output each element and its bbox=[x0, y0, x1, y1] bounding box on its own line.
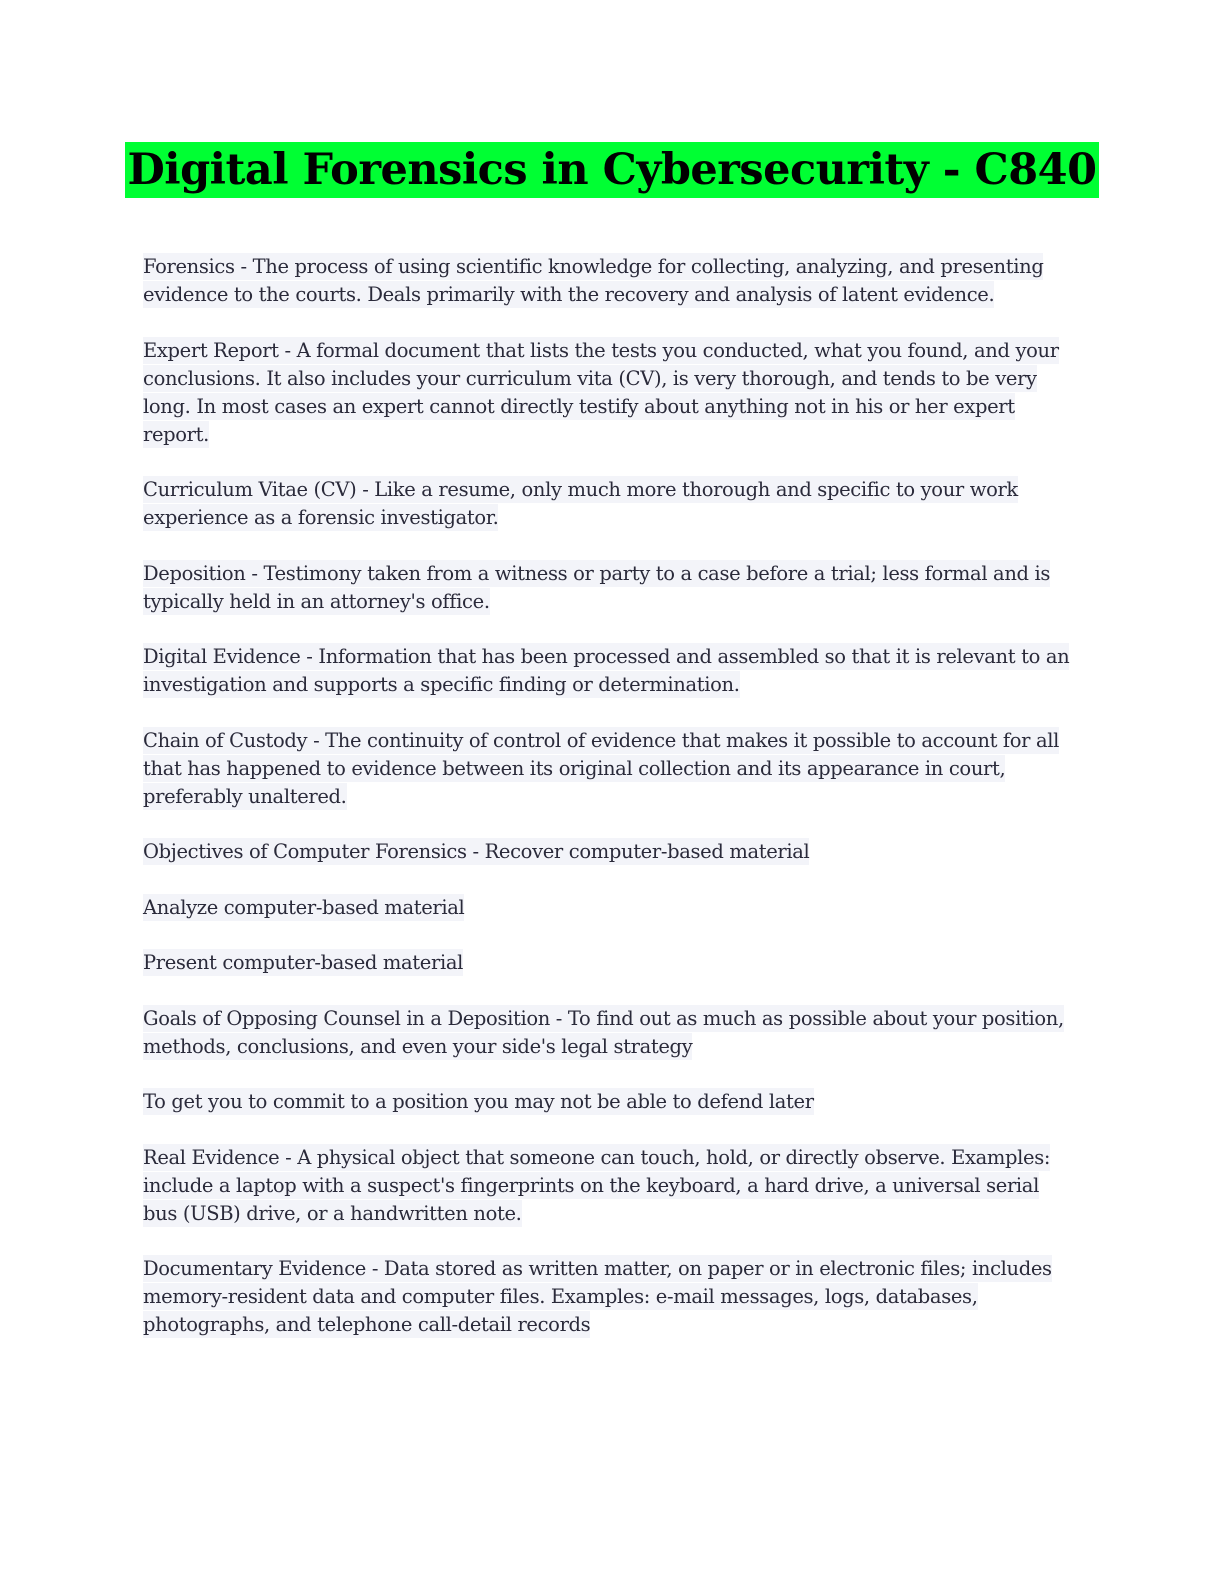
entry-documentary-evidence bbox=[143, 1255, 1073, 1339]
flashcard-list bbox=[143, 253, 1073, 1367]
document-title: Digital Forensics in Cybersecurity - C840 bbox=[125, 142, 1098, 198]
entry-forensics bbox=[143, 253, 1073, 309]
entry-analyze bbox=[143, 894, 1073, 922]
entry-text: Analyze computer-based material bbox=[143, 895, 465, 919]
entry-real-evidence bbox=[143, 1144, 1073, 1228]
entry-present bbox=[143, 949, 1073, 977]
entry-text: Objectives of Computer Forensics - Recover computer-based material bbox=[143, 840, 810, 863]
entry-text: Curriculum Vitae (CV) - Like a resume, only much more thorough and specific to your work experience as a forensic investigator. bbox=[143, 478, 1018, 529]
entry-text: Expert Report - A formal document that lists the tests you conducted, what you found, and your conclusions. It also includes your curriculum vita (CV), is very thorough, and tends to be very long. In most cases an expert cannot directly testify about anything not in his or her expert report. bbox=[143, 338, 1059, 446]
entry-goals-opposing-counsel bbox=[143, 1005, 1073, 1061]
entry-curriculum-vitae bbox=[143, 476, 1073, 532]
entry-deposition bbox=[143, 560, 1073, 616]
entry-commit-position bbox=[143, 1088, 1073, 1116]
entry-text: Present computer-based material bbox=[143, 951, 464, 974]
entry-text: Goals of Opposing Counsel in a Deposition - To find out as much as possible about your position, methods, conclusions, and even your side's legal strategy bbox=[143, 1006, 1064, 1058]
entry-expert-report bbox=[143, 337, 1073, 449]
entry-text: Documentary Evidence - Data stored as written matter, on paper or in electronic files; includes memory-resident data and computer files. Examples: e-mail messages, logs, databases, photographs, and telephone call-detail records bbox=[143, 1257, 1052, 1336]
entry-text: Real Evidence - A physical object that someone can touch, hold, or directly observe. Examples: include a laptop with a suspect's fingerprints on the keyboard, a hard drive, a universal serial bus (USB) drive, or a handwritten note. bbox=[143, 1145, 1051, 1225]
entry-chain-of-custody bbox=[143, 727, 1073, 811]
title-container bbox=[0, 142, 1224, 198]
entry-text: Digital Evidence - Information that has been processed and assembled so that it is relevant to an investigation and supports a specific finding or determination. bbox=[143, 645, 1070, 696]
entry-text: To get you to commit to a position you may not be able to defend later bbox=[143, 1090, 814, 1113]
entry-text: Deposition - Testimony taken from a witness or party to a case before a trial; less formal and is typically held in an attorney's office. bbox=[143, 561, 1051, 613]
entry-digital-evidence bbox=[143, 643, 1073, 699]
entry-text: Chain of Custody - The continuity of control of evidence that makes it possible to account for all that has happened to evidence between its original collection and its appearance in court, preferably unaltered. bbox=[143, 728, 1060, 808]
entry-objectives bbox=[143, 838, 1073, 866]
entry-text: Forensics - The process of using scientific knowledge for collecting, analyzing, and presenting evidence to the courts. Deals primarily with the recovery and analysis of latent evidence. bbox=[143, 255, 1044, 306]
